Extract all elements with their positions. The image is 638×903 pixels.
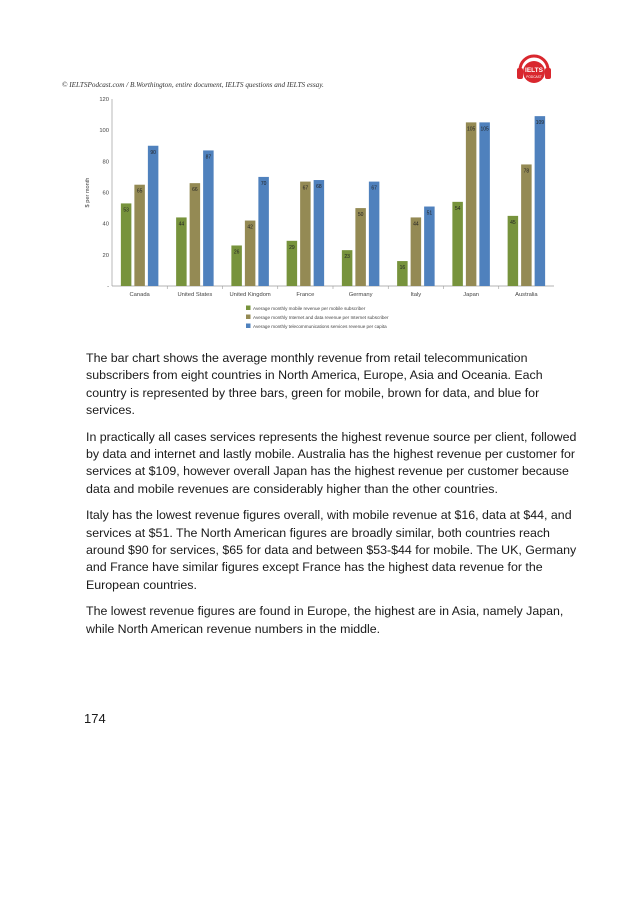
y-tick-label: 40 — [102, 221, 109, 228]
x-category-label: Canada — [129, 292, 150, 298]
bar — [521, 164, 532, 286]
copyright-notice: © IELTSPodcast.com / B.Worthington, entire document, IELTS questions and IELTS essay. — [62, 81, 324, 89]
bar-value-label: 23 — [344, 254, 350, 261]
legend-label: Average monthly telecommunications services revenue per capita — [253, 324, 387, 329]
bar-value-label: 87 — [205, 154, 212, 161]
bar-value-label: 26 — [233, 249, 240, 256]
legend-swatch — [246, 306, 251, 311]
x-category-label: France — [296, 292, 315, 298]
page-number: 174 — [84, 711, 106, 726]
ielts-podcast-logo — [514, 48, 554, 88]
y-axis-label: $ per month — [85, 177, 91, 208]
paragraph-2: In practically all cases services represents the highest revenue source per client, followed by data and internet and lastly mobile. Australia has the highest revenue per customer for services at $109, however overall Japan has the highest revenue per customer because data and mobile revenues are considerably higher than the other countries. — [86, 429, 577, 496]
bar — [411, 217, 422, 286]
bar-value-label: 78 — [523, 168, 530, 175]
bar-value-label: 67 — [371, 185, 377, 192]
legend-swatch — [246, 315, 251, 320]
bar — [176, 217, 187, 286]
legend-label: Average monthly mobile revenue per mobile subscriber — [253, 306, 366, 311]
bar-value-label: 51 — [426, 210, 433, 217]
bar — [300, 182, 311, 286]
y-tick-label: 60 — [102, 190, 109, 197]
body-text — [86, 350, 578, 647]
bar — [369, 182, 380, 286]
bar-value-label: 50 — [357, 212, 364, 219]
bar — [314, 180, 325, 286]
x-category-label: Germany — [348, 292, 373, 298]
y-tick-label: 20 — [102, 252, 109, 259]
x-category-label: Italy — [410, 292, 422, 298]
bar — [134, 185, 145, 286]
bar-value-label: 67 — [302, 185, 309, 192]
bar — [508, 216, 519, 286]
bar-value-label: 44 — [413, 221, 419, 228]
bar — [148, 146, 159, 286]
bar-value-label: 16 — [399, 265, 406, 272]
revenue-bar-chart — [74, 92, 564, 342]
bar — [452, 202, 463, 286]
y-tick-label: 80 — [102, 159, 109, 166]
bar-value-label: 45 — [510, 219, 516, 226]
bar-value-label: 42 — [247, 224, 253, 231]
bar-value-label: 105 — [480, 126, 489, 133]
bar-value-label: 90 — [150, 149, 156, 156]
paragraph-1: The bar chart shows the average monthly revenue from retail telecommunication subscribers from eight countries in North America, Europe, Asia and Oceania. Each country is represented by three bars, green for mobile, brown for data, and blue for services. — [86, 351, 543, 418]
bar-value-label: 66 — [192, 187, 198, 194]
bar-value-label: 65 — [136, 188, 143, 195]
bar — [258, 177, 269, 286]
bar-value-label: 54 — [454, 205, 461, 212]
x-category-label: United Kingdom — [229, 292, 271, 298]
logo-subtext: PODCAST — [526, 75, 542, 79]
chart-svg — [74, 92, 564, 342]
legend-swatch — [246, 324, 251, 329]
legend-label: Average monthly Internet and data revenue per Internet subscriber — [253, 315, 389, 320]
bar — [355, 208, 366, 286]
bar — [479, 122, 490, 286]
x-category-label: Australia — [515, 292, 538, 298]
bar — [535, 116, 546, 286]
x-category-label: Japan — [463, 292, 480, 298]
y-tick-label: - — [107, 284, 109, 290]
logo-text: IELTS — [525, 67, 543, 74]
bar — [424, 207, 435, 286]
paragraph-3: Italy has the lowest revenue figures overall, with mobile revenue at $16, data at $44, and services at $51. The North American figures are broadly similar, both countries reach around $90 for services, $65 for data and between $53-$44 for mobile. The UK, Germany and France have similar figures except France has the highest data revenue for the European countries. — [86, 508, 577, 592]
bar-value-label: 109 — [535, 120, 545, 127]
bar — [121, 203, 132, 286]
bar — [466, 122, 477, 286]
bar-value-label: 70 — [260, 180, 267, 187]
y-tick-label: 120 — [99, 97, 109, 103]
bar-value-label: 29 — [289, 244, 295, 251]
bar-value-label: 44 — [178, 221, 185, 228]
bar — [203, 150, 214, 286]
bar-value-label: 105 — [466, 126, 476, 133]
y-tick-label: 100 — [99, 128, 109, 135]
bar-value-label: 68 — [316, 184, 322, 191]
paragraph-4: The lowest revenue figures are found in Europe, the highest are in Asia, namely Japan, while North American revenue numbers in the middle. — [86, 604, 564, 636]
bar-value-label: 53 — [123, 207, 129, 214]
bar — [190, 183, 201, 286]
x-category-label: United States — [177, 292, 213, 298]
